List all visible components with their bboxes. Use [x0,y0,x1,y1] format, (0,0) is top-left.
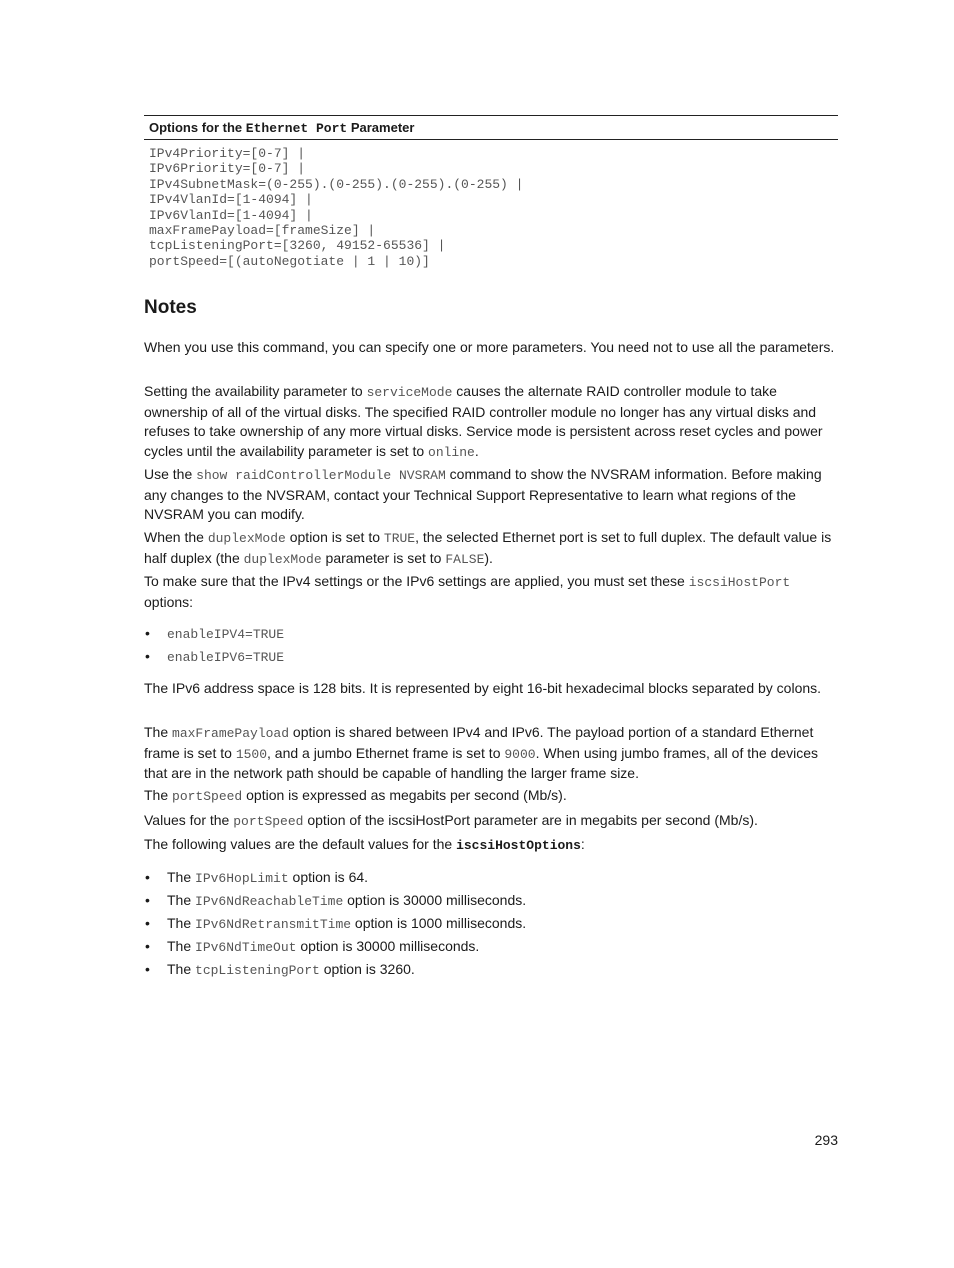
ethernet-port-options-table [144,115,838,269]
inline-code: FALSE [445,551,485,567]
code-line: IPv6VlanId=[1-4094] | [149,207,313,223]
inline-code: portSpeed [233,814,304,829]
table-header-prefix: Options for the [149,120,243,135]
code-line: IPv4Priority=[0-7] | [149,146,306,161]
text: The [167,892,196,908]
inline-code-bold: iscsiHostOptions [456,838,581,853]
list-item [144,868,838,891]
paragraph [144,465,838,525]
iscsi-options-list [144,624,838,670]
paragraph [144,835,838,856]
text: When the [144,529,208,545]
inline-code: serviceMode [366,385,453,400]
text: option is shared between IPv4 and IPv6. The payload portion of a standard Ethernet frame is set to [144,724,814,761]
table-header [144,115,838,140]
text: , the selected Ethernet port is set to full duplex. The default value is half duplex (the [144,529,832,566]
text: The [167,938,196,954]
paragraph [144,786,838,807]
paragraph [144,382,838,462]
text: command to show the NVSRAM information. Before making any changes to the NVSRAM, contact your Technical Support Representative to learn what regions of the NVSRAM you can modify. [144,466,822,523]
inline-code: iscsiHostPort [688,575,791,590]
text: Use the [144,466,197,482]
text: parameter is set to [321,549,446,566]
text: Values for the [144,812,234,828]
code-line: tcpListeningPort=[3260, 49152-65536] | [149,238,446,254]
text: The [144,787,173,803]
page-number: 293 [814,1132,838,1148]
text: option is set to [285,529,384,545]
code-line: IPv4VlanId=[1-4094] | [149,192,313,208]
notes-heading: Notes [144,297,197,318]
paragraph [144,723,838,784]
inline-code: tcpListeningPort [195,963,320,978]
inline-code: IPv6NdReachableTime [195,894,344,909]
inline-code: maxFramePayload [172,726,290,741]
inline-code: TRUE [383,531,416,546]
text: To make sure that the IPv4 settings or the IPv6 settings are applied, you must set these [144,573,689,589]
code-line: IPv4SubnetMask=(0-255).(0-255).(0-255).(0-255) | [149,176,524,192]
text: option is 64. [288,869,369,885]
inline-code: IPv6NdRetransmitTime [195,917,352,932]
text: The [167,961,196,977]
text: The [167,915,196,931]
text: option is 30000 milliseconds. [296,938,480,954]
text: , and a jumbo Ethernet frame is set to [267,744,505,761]
inline-code: show raidControllerModule NVSRAM [196,468,446,483]
inline-code: enableIPV4=TRUE [167,627,285,642]
text: causes the alternate RAID controller module to take ownership of all of the virtual disks. The specified RAID controller module no longer has any virtual disks and refuses to take ownership of any more virtual disks. Service mode is persistent across reset cycles and power cycles until the availability parameter is set to [144,383,823,459]
text: The following values are the default values for the [144,836,457,852]
text: option is 1000 milliseconds. [351,915,527,931]
default-values-list [144,868,838,983]
list-item [144,960,838,983]
paragraph [144,572,838,612]
list-item [144,914,838,937]
paragraph: The IPv6 address space is 128 bits. It is represented by eight 16-bit hexadecimal blocks separated by colons. [144,680,822,696]
code-line: maxFramePayload=[frameSize] | [149,222,376,238]
table-header-code: Ethernet Port [245,121,348,136]
paragraph [144,811,838,832]
list-item [144,937,838,960]
code-line: portSpeed=[(autoNegotiate | 1 | 10)] [149,253,430,269]
text: option is expressed as megabits per second (Mb/s). [242,787,567,803]
inline-code: 1500 [235,746,268,762]
inline-code: online [428,444,475,460]
inline-code: IPv6HopLimit [195,871,289,886]
text: option of the iscsiHostPort parameter are in megabits per second (Mb/s). [303,812,758,828]
text: ). [484,549,493,566]
paragraph [144,528,838,569]
code-line: IPv6Priority=[0-7] | [149,161,306,177]
inline-code: enableIPV6=TRUE [167,650,285,665]
text: . [474,442,479,459]
text: The [144,724,173,740]
inline-code: portSpeed [172,789,243,804]
table-header-suffix: Parameter [350,120,415,135]
inline-code: 9000 [504,746,536,762]
text: : [580,836,585,852]
inline-code: IPv6NdTimeOut [195,940,297,955]
text: Setting the availability parameter to [144,383,367,399]
text: The [167,869,196,885]
inline-code: duplexMode [207,531,286,546]
text: options: [144,593,194,610]
list-item [144,647,838,670]
inline-code: duplexMode [243,551,322,567]
list-item [144,891,838,914]
text: option is 3260. [319,961,415,977]
text: . When using jumbo frames, all of the devices that are in the network path should be capable of handling the larger frame size. [144,744,819,782]
paragraph: When you use this command, you can specify one or more parameters. You need not to use all the parameters. [144,339,835,355]
text: option is 30000 milliseconds. [343,892,527,908]
list-item [144,624,838,647]
table-body [144,140,838,269]
